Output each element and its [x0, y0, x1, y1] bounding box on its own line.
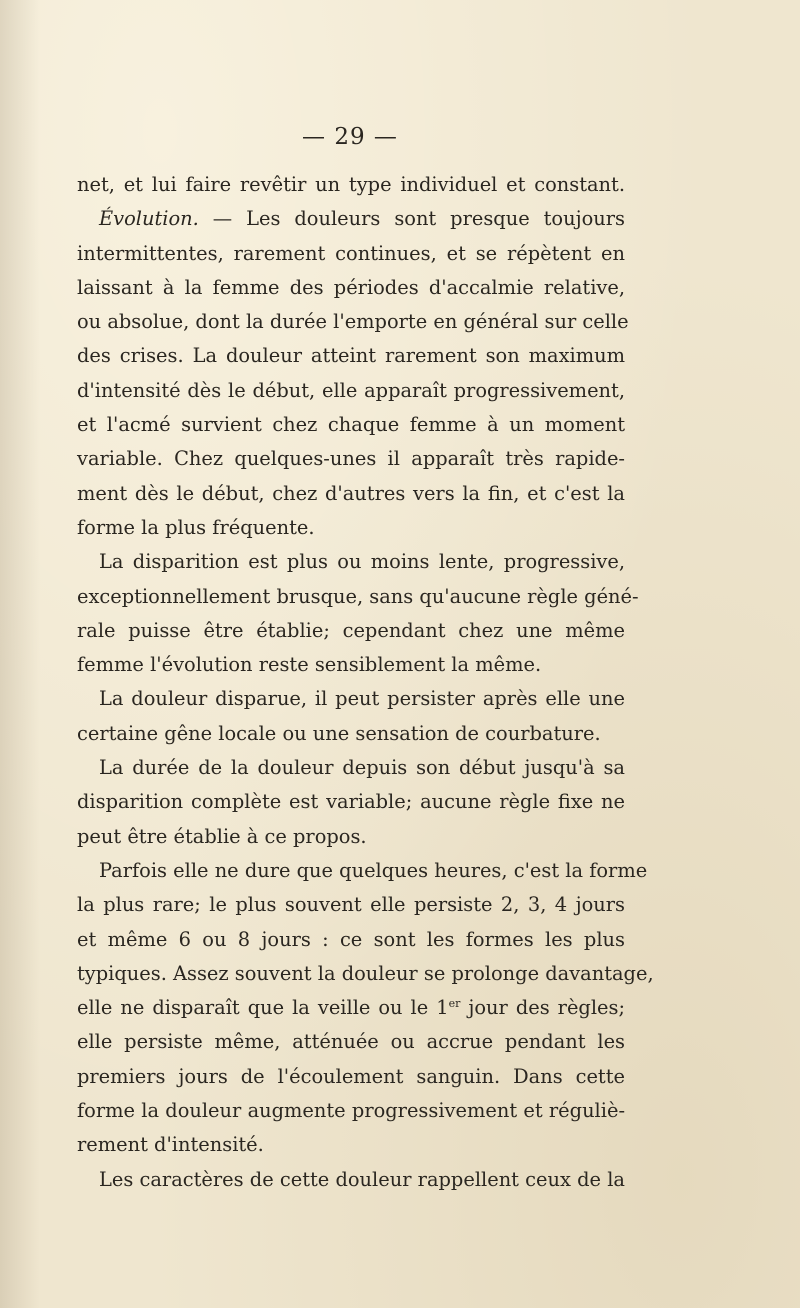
- text-line: et l'acmé survient chez chaque femme à un moment: [77, 413, 625, 437]
- text-line: net, et lui faire revêtir un type individuel et constant.: [77, 173, 625, 196]
- body-text: [77, 168, 654, 1197]
- page-number: — 29 —: [302, 124, 398, 150]
- text-fragment: jour des règles;: [460, 996, 625, 1020]
- text-line: femme l'évolution reste sensiblement la même.: [77, 653, 542, 677]
- text-line: La douleur disparue, il peut persister après elle une: [99, 687, 625, 711]
- section-heading: Évolution.: [99, 207, 199, 231]
- text-line: certaine gêne locale ou une sensation de courbature.: [77, 721, 601, 745]
- text-line: premiers jours de l'écoulement sanguin. Dans cette: [77, 1064, 625, 1088]
- superscript: er: [448, 997, 461, 1011]
- text-line: variable. Chez quelques-unes il apparaît très rapide-: [77, 447, 625, 471]
- text-line: Parfois elle ne dure que quelques heures, c'est la forme: [99, 858, 648, 882]
- text-fragment: elle ne disparaît que la veille ou le 1: [77, 996, 449, 1020]
- text-line: rement d'intensité.: [77, 1133, 264, 1157]
- text-line: Les caractères de cette douleur rappellent ceux de la: [99, 1167, 625, 1191]
- text-line: La disparition est plus ou moins lente, progressive,: [99, 550, 625, 574]
- text-line: disparition complète est variable; aucune règle fixe ne: [77, 790, 625, 814]
- text-line: intermittentes, rarement continues, et se répètent en: [77, 241, 625, 265]
- text-line: et même 6 ou 8 jours : ce sont les formes les plus: [77, 927, 625, 951]
- text-line: [77, 202, 625, 236]
- text-fragment: — Les douleurs sont presque toujours: [198, 207, 625, 231]
- text-line: des crises. La douleur atteint rarement son maximum: [77, 344, 625, 368]
- page-edge-shadow: [0, 0, 40, 1308]
- text-line: laissant à la femme des périodes d'accalmie relative,: [77, 275, 625, 299]
- text-line: elle persiste même, atténuée ou accrue pendant les: [77, 1030, 625, 1054]
- text-line: [77, 991, 625, 1025]
- text-line: La durée de la douleur depuis son début jusqu'à sa: [99, 756, 625, 780]
- text-line: rale puisse être établie; cependant chez une même: [77, 618, 625, 642]
- text-line: forme la douleur augmente progressivement et réguliè-: [77, 1099, 625, 1123]
- text-line: forme la plus fréquente.: [77, 515, 315, 539]
- text-line: typiques. Assez souvent la douleur se prolonge davantage,: [77, 961, 654, 985]
- text-line: la plus rare; le plus souvent elle persiste 2, 3, 4 jours: [77, 893, 625, 917]
- text-line: peut être établie à ce propos.: [77, 824, 367, 848]
- text-line: ment dès le début, chez d'autres vers la fin, et c'est la: [77, 481, 625, 505]
- text-line: exceptionnellement brusque, sans qu'aucune règle géné-: [77, 584, 639, 608]
- text-line: ou absolue, dont la durée l'emporte en général sur celle: [77, 310, 629, 334]
- text-line: d'intensité dès le début, elle apparaît progressivement,: [77, 378, 625, 402]
